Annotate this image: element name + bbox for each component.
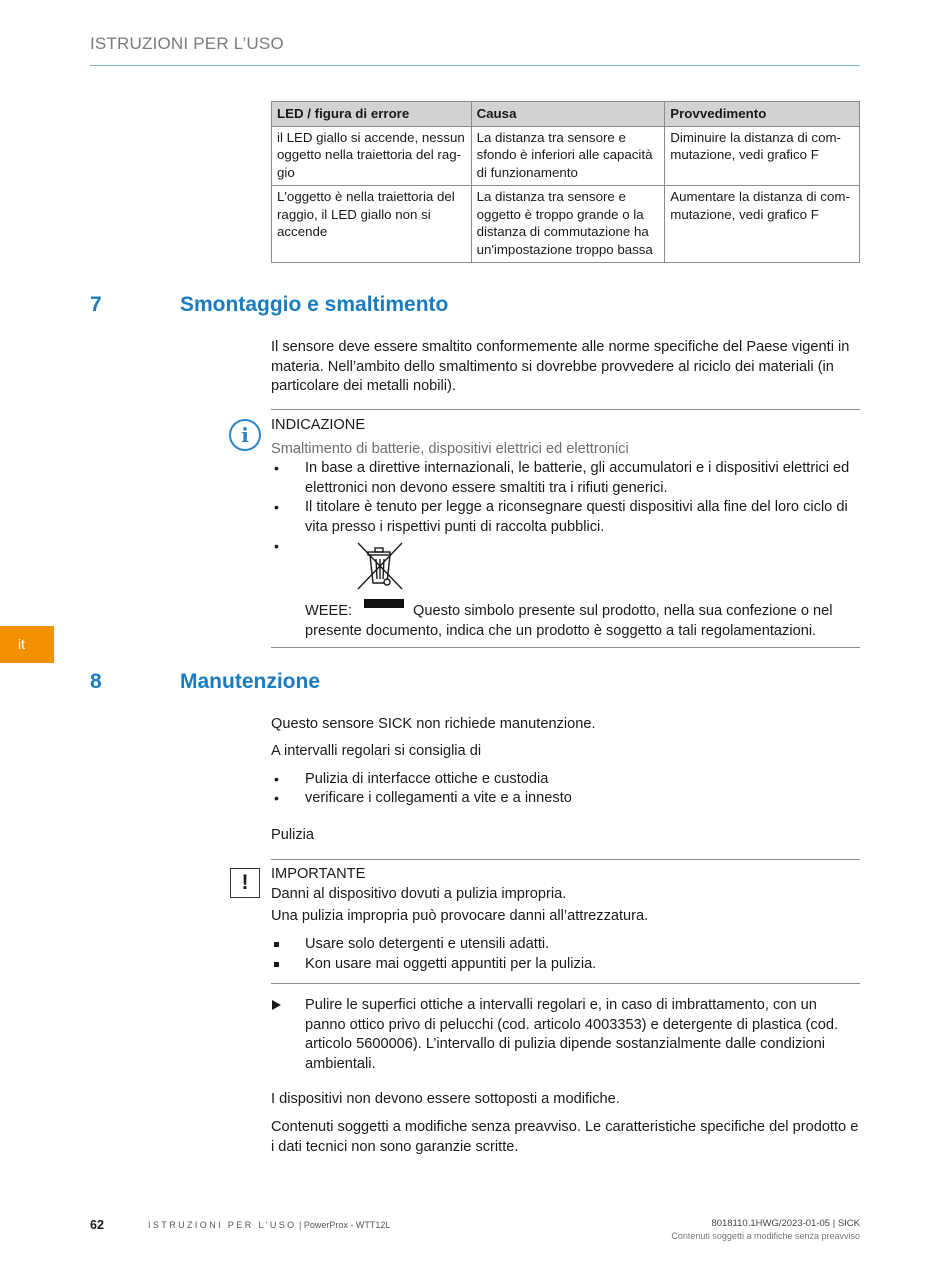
list-item: Il titolare è tenuto per legge a riconsegnare questi dispositivi alla fine del loro ciclo di vita presso i rispettivi punti di raccolta pubblici. xyxy=(305,499,848,535)
table-cell: Diminuire la distanza di commutazione, vedi grafico F xyxy=(665,126,860,186)
footer-product: PowerProx - WTT12L xyxy=(303,1220,391,1230)
table-cell: La distanza tra sensore e oggetto è troppo grande o la distanza di commutazione ha un'impostazione troppo bassa xyxy=(471,186,665,263)
weee-paragraph xyxy=(305,599,860,641)
bullet-marker: • xyxy=(274,460,279,476)
note-bottom-rule xyxy=(271,647,860,648)
footer-note: Contenuti soggetti a modifiche senza preavviso xyxy=(671,1231,860,1241)
footer-ref: 8018110.1HWG/2023-01-05 | SICK xyxy=(711,1218,860,1229)
header-rule xyxy=(90,65,860,66)
section-number: 8 xyxy=(90,670,102,693)
list-item: In base a direttive internazionali, le batterie, gli accumulatori e i dispositivi elettrici ed elettronici non devono essere smaltiti tra i rifiuti generici. xyxy=(305,460,850,496)
footer-document-info xyxy=(148,1220,390,1230)
important-title-suffix: . xyxy=(562,886,567,902)
square-bullet-marker xyxy=(274,962,279,967)
language-tab: it xyxy=(0,626,54,663)
footer-reference xyxy=(671,1218,860,1242)
weee-bin-icon xyxy=(354,541,406,591)
note-subtitle: Smaltimento di batterie, dispositivi elettrici ed elettronici xyxy=(271,441,629,457)
info-icon: i xyxy=(229,419,261,451)
important-bottom-rule xyxy=(271,983,860,984)
note-label: INDICAZIONE xyxy=(271,417,366,433)
running-header: ISTRUZIONI PER L’USO xyxy=(90,34,284,53)
list-item: verificare i collegamenti a vite e a innesto xyxy=(305,790,572,806)
important-title-text: Danni al dispositivo dovuti a pulizia impropria xyxy=(271,886,563,902)
table-cell: Aumentare la distanza di commutazione, vedi grafico F xyxy=(665,186,860,263)
maintenance-paragraph: Questo sensore SICK non richiede manutenzione. xyxy=(271,716,596,732)
bullet-marker: • xyxy=(274,499,279,515)
page-number: 62 xyxy=(90,1218,104,1232)
disposal-paragraph: Il sensore deve essere smaltito conformemente alle norme specifiche del Paese vigenti in materia. Nell’ambito dello smaltimento si dovrebbe provvedere al riciclo dei materiali (in particolare dei metalli nobili). xyxy=(271,339,850,394)
table-cell: La distanza tra sensore e sfondo è inferiori alle capacità di funzionamento xyxy=(471,126,665,186)
list-item: Usare solo detergenti e utensili adatti. xyxy=(305,936,550,952)
action-arrow-icon xyxy=(272,1000,281,1010)
section-title: Manutenzione xyxy=(180,670,320,693)
table-cell: L'oggetto è nella traiettoria del raggio, il LED giallo non si accende xyxy=(272,186,472,263)
weee-text: Questo simbolo presente sul prodotto, nella sua confezione o nel presente documento, indica che un prodotto è soggetto a tali regolamentazioni. xyxy=(305,603,833,639)
list-item: Kon usare mai oggetti appuntiti per la pulizia. xyxy=(305,956,597,972)
disclaimer-paragraph: Contenuti soggetti a modifiche senza preavviso. Le caratteristiche specifiche del prodotto e i dati tecnici non sono garanzie scritte. xyxy=(271,1119,859,1155)
table-cell: il LED giallo si accende, nessun oggetto nella traiettoria del raggio xyxy=(272,126,472,186)
weee-bar-icon xyxy=(364,599,404,608)
column-header: Provvedimento xyxy=(665,102,860,127)
section-number: 7 xyxy=(90,293,102,316)
table-header-row xyxy=(272,102,860,127)
square-bullet-marker xyxy=(274,942,279,947)
list-item: Pulizia di interfacce ottiche e custodia xyxy=(305,771,549,787)
important-title xyxy=(271,885,566,905)
troubleshooting-table xyxy=(271,101,860,263)
footer-separator: | xyxy=(296,1220,304,1230)
important-label: IMPORTANTE xyxy=(271,866,366,882)
modification-paragraph: I dispositivi non devono essere sottoposti a modifiche. xyxy=(271,1091,620,1107)
important-text: Una pulizia impropria può provocare danni all’attrezzatura. xyxy=(271,908,649,924)
bullet-marker: • xyxy=(274,790,279,806)
exclamation-icon: ! xyxy=(230,868,260,898)
cleaning-subheading: Pulizia xyxy=(271,827,314,843)
important-top-rule xyxy=(271,859,860,860)
bullet-marker: • xyxy=(274,538,279,554)
column-header: Causa xyxy=(471,102,665,127)
column-header: LED / figura di errore xyxy=(272,102,472,127)
bullet-marker: • xyxy=(274,771,279,787)
interval-paragraph: A intervalli regolari si consiglia di xyxy=(271,743,482,759)
table-row xyxy=(272,126,860,186)
weee-label: WEEE: xyxy=(305,603,353,619)
section-title: Smontaggio e smaltimento xyxy=(180,293,449,316)
table-row xyxy=(272,186,860,263)
note-top-rule xyxy=(271,409,860,410)
cleaning-action: Pulire le superfici ottiche a intervalli regolari e, in caso di imbrattamento, con un panno ottico privo di pelucchi (cod. articolo 4003353) e detergente di plastica (cod. articolo 5600006). L’intervallo di pulizia dipende sostanzialmente dalle condizioni ambientali. xyxy=(305,997,838,1072)
footer-doc-type: ISTRUZIONI PER L’USO xyxy=(148,1220,297,1230)
